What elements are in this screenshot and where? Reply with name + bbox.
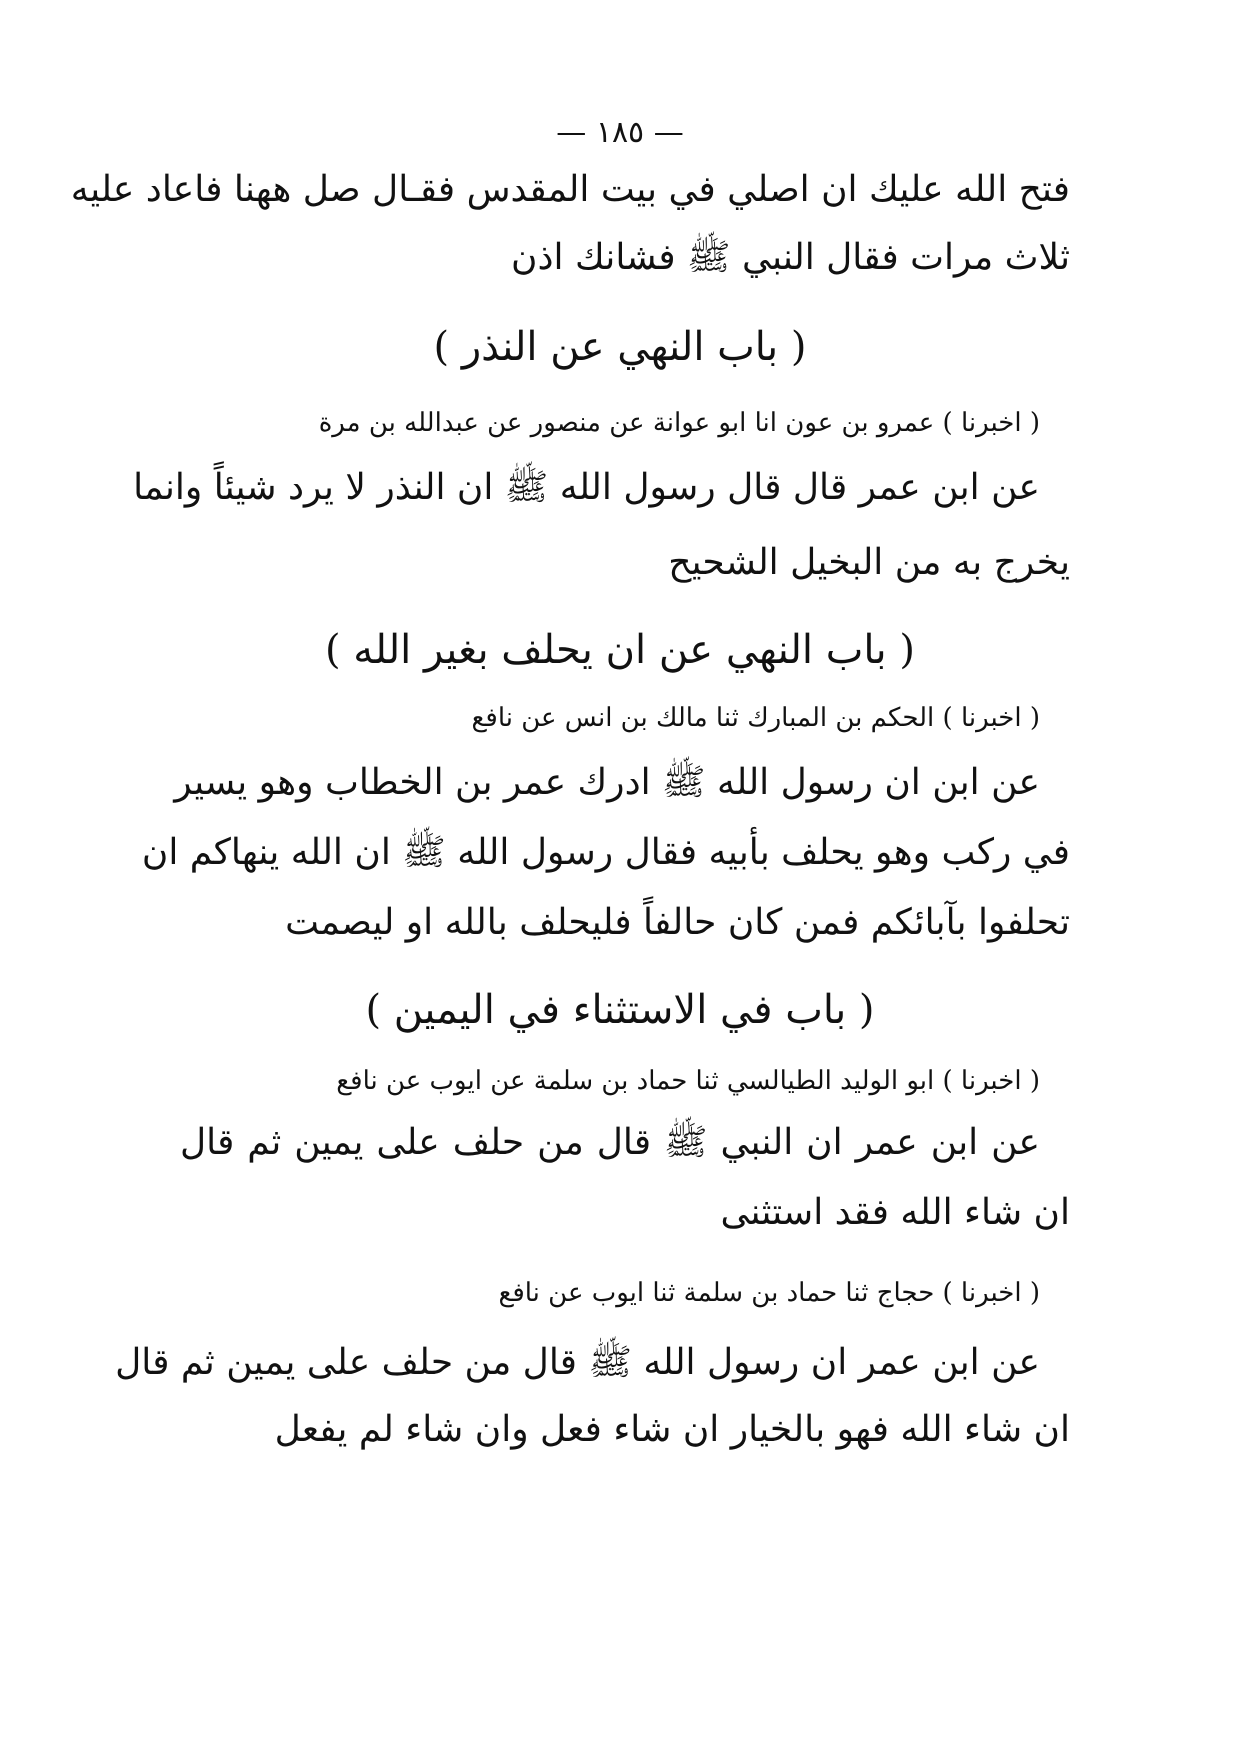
section-heading: ( باب النهي عن النذر ) — [433, 324, 807, 370]
isnad-line: ( اخبرنا ) الحكم بن المبارك ثنا مالك بن انس عن نافع — [471, 703, 1040, 733]
isnad-line: ( اخبرنا ) حجاج ثنا حماد بن سلمة ثنا ايوب عن نافع — [498, 1278, 1040, 1308]
text-line: يخرج به من البخيل الشحيح — [668, 542, 1070, 583]
section-heading: ( باب النهي عن ان يحلف بغير الله ) — [324, 627, 916, 673]
isnad-line: ( اخبرنا ) ابو الوليد الطيالسي ثنا حماد بن سلمة عن ايوب عن نافع — [336, 1066, 1040, 1096]
text-line: عن ابن ان رسول الله ﷺ ادرك عمر بن الخطاب وهو يسير — [174, 762, 1040, 803]
isnad-line: ( اخبرنا ) عمرو بن عون انا ابو عوانة عن منصور عن عبدالله بن مرة — [318, 408, 1040, 438]
text-line: فتح الله عليك ان اصلي في بيت المقدس فقـال صل ههنا فاعاد عليه — [70, 169, 1070, 210]
text-line: عن ابن عمر ان رسول الله ﷺ قال من حلف على يمين ثم قال — [115, 1342, 1040, 1383]
text-line: ثلاث مرات فقال النبي ﷺ فشانك اذن — [511, 237, 1070, 278]
page-number: — ١٨٥ — — [556, 115, 684, 150]
text-line: ان شاء الله فهو بالخيار ان شاء فعل وان شاء لم يفعل — [274, 1409, 1070, 1450]
text-line: تحلفوا بآبائكم فمن كان حالفاً فليحلف بالله او ليصمت — [285, 902, 1070, 943]
text-line: عن ابن عمر ان النبي ﷺ قال من حلف على يمين ثم قال — [180, 1122, 1040, 1163]
text-line: في ركب وهو يحلف بأبيه فقال رسول الله ﷺ ان الله ينهاكم ان — [141, 832, 1070, 873]
section-heading: ( باب في الاستثناء في اليمين ) — [365, 987, 875, 1033]
text-line: ان شاء الله فقد استثنى — [720, 1192, 1070, 1233]
text-line: عن ابن عمر قال قال رسول الله ﷺ ان النذر لا يرد شيئاً وانما — [133, 467, 1040, 508]
